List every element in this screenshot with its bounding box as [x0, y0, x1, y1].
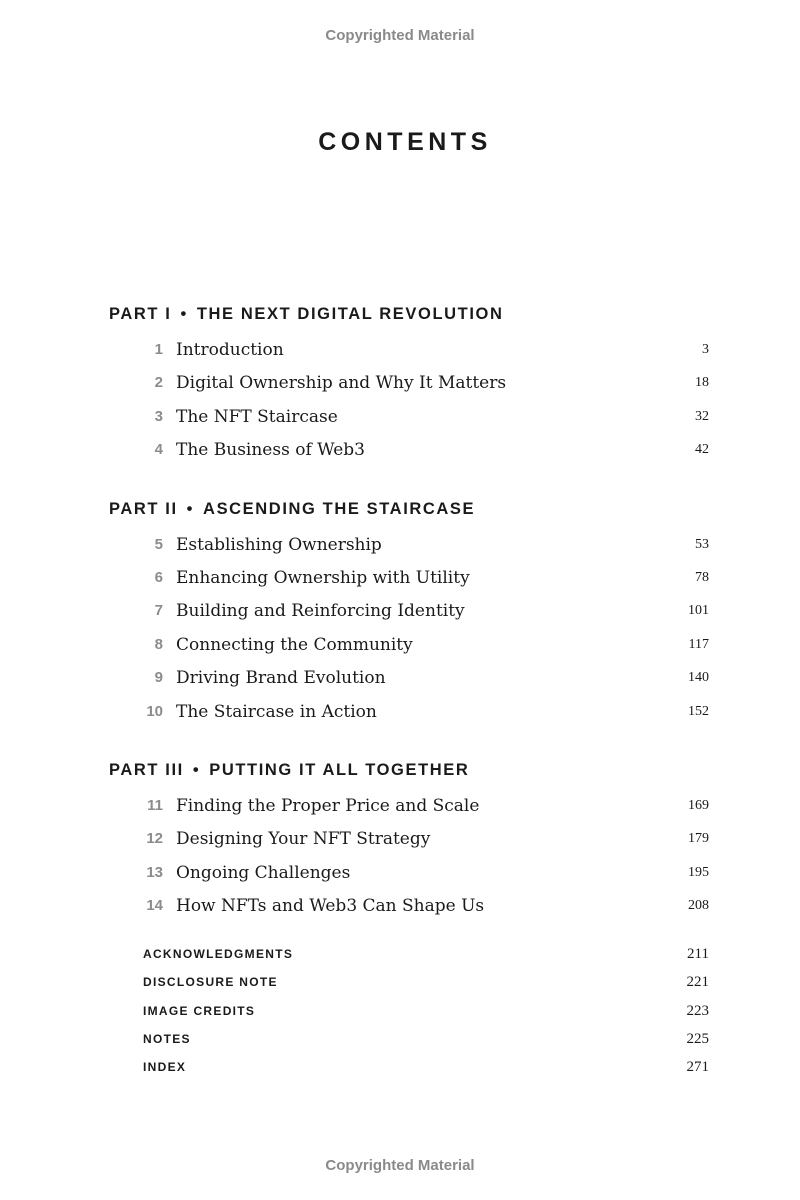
chapter-number: 7: [154, 602, 163, 620]
chapter-title: Digital Ownership and Why It Matters: [176, 373, 507, 394]
part-section: [109, 302, 709, 472]
part-section: [109, 497, 709, 733]
back-matter-list: [143, 944, 709, 1085]
back-matter-page: 223: [686, 1002, 709, 1019]
chapter-title: Finding the Proper Price and Scale: [176, 795, 480, 816]
chapter-entry: [109, 861, 709, 894]
chapter-page: 179: [688, 831, 709, 847]
part-label: PART I: [109, 305, 172, 323]
part-title: ASCENDING THE STAIRCASE: [203, 499, 476, 518]
back-matter-entry: [143, 1057, 709, 1085]
chapter-page: 195: [688, 864, 709, 880]
chapter-page: 117: [688, 636, 709, 652]
chapter-number: 10: [146, 702, 163, 720]
chapter-title: Enhancing Ownership with Utility: [176, 567, 470, 588]
chapter-number: 2: [154, 374, 163, 392]
chapter-number: 8: [154, 635, 163, 653]
part-label: PART II: [109, 499, 178, 518]
copyright-header: Copyrighted Material: [325, 27, 475, 44]
chapter-entry: [109, 633, 709, 666]
chapter-entry: [109, 666, 709, 699]
part-section: [109, 758, 709, 928]
back-matter-title: DISCLOSURE NOTE: [143, 975, 278, 990]
part-heading: [109, 497, 709, 521]
chapter-page: 169: [688, 797, 709, 813]
copyright-footer: Copyrighted Material: [325, 1157, 475, 1174]
part-title: PUTTING IT ALL TOGETHER: [209, 760, 470, 779]
chapter-number: 12: [146, 830, 163, 848]
back-matter-title: NOTES: [143, 1031, 191, 1046]
chapter-title: Ongoing Challenges: [176, 862, 351, 883]
chapter-title: Building and Reinforcing Identity: [176, 601, 465, 622]
bullet-separator: •: [186, 499, 195, 518]
page-title: CONTENTS: [318, 128, 492, 156]
chapter-title: The NFT Staircase: [176, 406, 338, 427]
chapter-page: 140: [688, 670, 709, 686]
chapter-page: 152: [688, 703, 709, 719]
back-matter-page: 221: [686, 974, 709, 991]
chapter-number: 3: [154, 407, 163, 425]
chapter-number: 6: [154, 568, 163, 586]
part-label: PART III: [109, 760, 184, 779]
chapter-number: 4: [154, 441, 163, 459]
bullet-separator: •: [180, 305, 188, 323]
back-matter-page: 225: [686, 1030, 709, 1047]
chapter-entry: [109, 438, 709, 471]
chapter-number: 11: [147, 796, 163, 814]
chapter-page: 32: [695, 408, 709, 424]
chapter-entry: [109, 794, 709, 827]
chapter-page: 53: [695, 536, 709, 552]
table-of-contents: [109, 302, 709, 952]
back-matter-entry: [143, 972, 709, 1000]
chapter-page: 101: [688, 603, 709, 619]
back-matter-entry: [143, 944, 709, 972]
chapter-number: 9: [154, 669, 163, 687]
chapter-page: 18: [695, 375, 709, 391]
chapter-page: 42: [695, 442, 709, 458]
chapter-title: Driving Brand Evolution: [176, 668, 386, 689]
back-matter-title: INDEX: [143, 1060, 187, 1075]
chapter-entry: [109, 405, 709, 438]
back-matter-entry: [143, 1029, 709, 1057]
chapter-title: The Staircase in Action: [176, 701, 377, 722]
back-matter-page: 271: [686, 1059, 709, 1076]
chapter-entry: [109, 566, 709, 599]
chapter-page: 3: [702, 342, 709, 357]
part-title: THE NEXT DIGITAL REVOLUTION: [196, 305, 504, 323]
back-matter-title: ACKNOWLEDGMENTS: [143, 947, 294, 961]
chapter-entry: [109, 894, 709, 927]
chapter-page: 78: [695, 569, 709, 585]
back-matter-page: 211: [687, 946, 709, 962]
chapter-entry: [109, 371, 709, 404]
chapter-title: Establishing Ownership: [176, 534, 382, 555]
chapter-title: Designing Your NFT Strategy: [176, 829, 431, 850]
part-heading: [109, 758, 709, 782]
chapter-title: The Business of Web3: [176, 440, 365, 461]
chapter-entry: [109, 533, 709, 566]
chapter-entry: [109, 599, 709, 632]
chapter-number: 5: [154, 535, 163, 553]
back-matter-title: IMAGE CREDITS: [143, 1003, 256, 1018]
bullet-separator: •: [192, 760, 201, 779]
chapter-number: 14: [146, 897, 163, 915]
chapter-page: 208: [688, 898, 709, 914]
chapter-number: 13: [146, 863, 163, 881]
chapter-entry: [109, 338, 709, 371]
back-matter-entry: [143, 1001, 709, 1029]
chapter-title: Introduction: [176, 340, 284, 360]
chapter-title: Connecting the Community: [176, 634, 413, 655]
chapter-entry: [109, 700, 709, 733]
chapter-number: 1: [154, 341, 163, 358]
part-heading: [109, 302, 709, 326]
chapter-title: How NFTs and Web3 Can Shape Us: [176, 896, 485, 917]
chapter-entry: [109, 827, 709, 860]
